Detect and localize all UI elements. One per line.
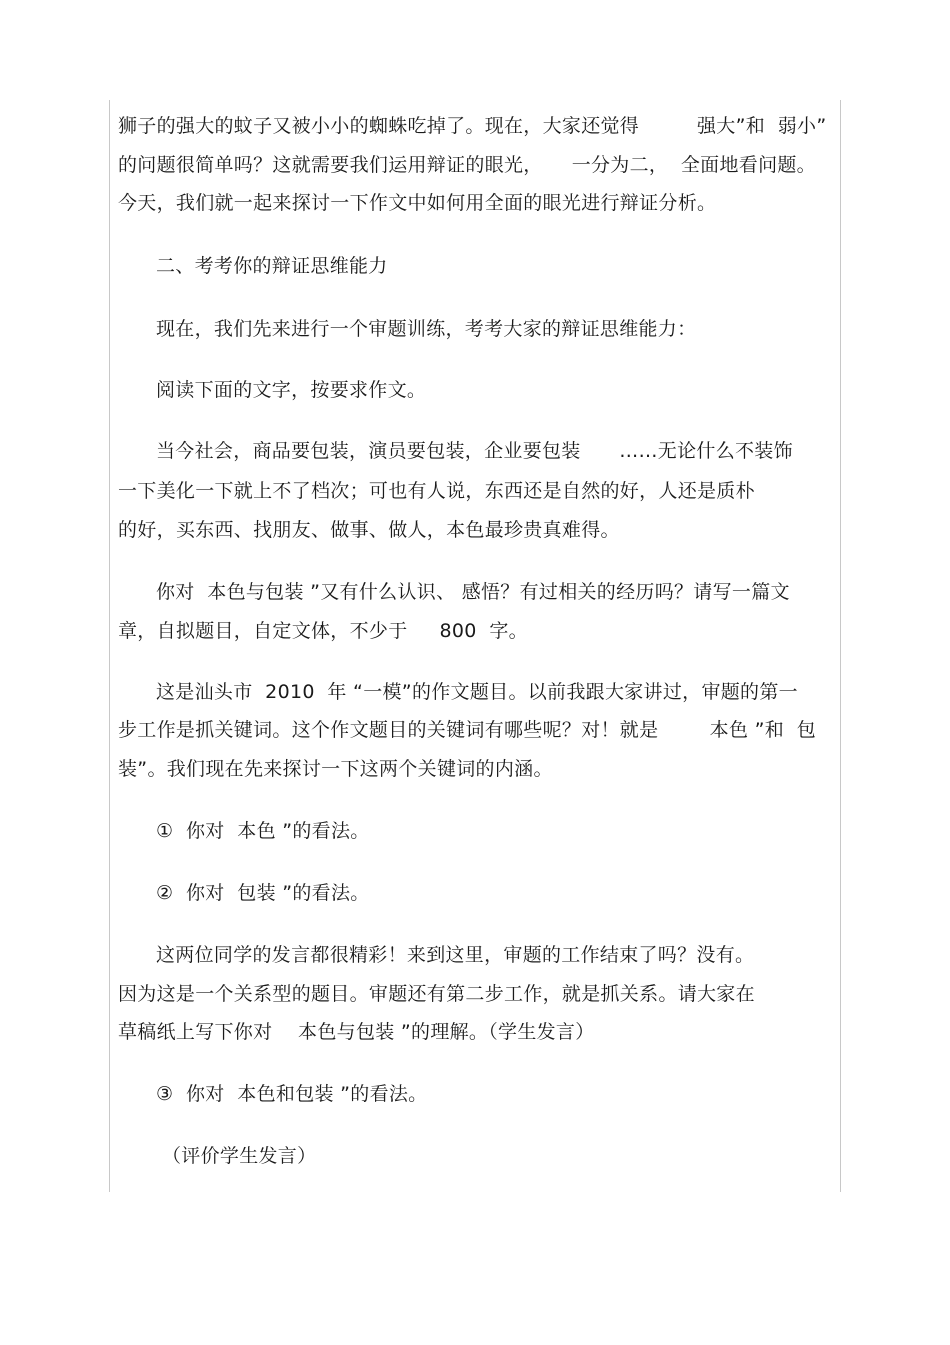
page-border-left <box>109 100 110 1192</box>
text-line: （评价学生发言） <box>162 1145 317 1167</box>
text-line: 章，自拟题目，自定文体，不少于 800 字。 <box>118 620 528 642</box>
list-item: ① 你对 本色 ”的看法。 <box>156 820 370 842</box>
text-line: 一下美化一下就上不了档次；可也有人说，东西还是自然的好，人还是质朴 <box>118 480 755 502</box>
text-line: 步工作是抓关键词。这个作文题目的关键词有哪些呢？对！就是 本色 ”和 包 <box>118 719 817 741</box>
text-line: 今天，我们就一起来探讨一下作文中如何用全面的眼光进行辩证分析。 <box>118 192 717 214</box>
text-line: 草稿纸上写下你对 本色与包装 ”的理解。（学生发言） <box>118 1021 595 1043</box>
section-heading: 二、考考你的辩证思维能力 <box>156 255 388 277</box>
list-item: ③ 你对 本色和包装 ”的看法。 <box>156 1083 428 1105</box>
text-line: 阅读下面的文字，按要求作文。 <box>156 379 427 401</box>
text-line: 这两位同学的发言都很精彩！来到这里，审题的工作结束了吗？没有。 <box>156 944 755 966</box>
text-line: 的问题很简单吗？这就需要我们运用辩证的眼光， 一分为二， 全面地看问题。 <box>118 154 816 176</box>
text-line: 的好，买东西、找朋友、做事、做人，本色最珍贵真难得。 <box>118 519 620 541</box>
text-line: 现在，我们先来进行一个审题训练，考考大家的辩证思维能力： <box>156 318 697 340</box>
text-line: 这是汕头市 2010 年 “一模”的作文题目。以前我跟大家讲过，审题的第一 <box>156 681 798 703</box>
page-border-right <box>840 100 841 1192</box>
text-line: 装”。我们现在先来探讨一下这两个关键词的内涵。 <box>118 758 553 780</box>
text-line: 你对 本色与包装 ”又有什么认识、 感悟？有过相关的经历吗？请写一篇文 <box>156 581 790 603</box>
list-item: ② 你对 包装 ”的看法。 <box>156 882 370 904</box>
text-line: 当今社会，商品要包装，演员要包装，企业要包装 ……无论什么不装饰 <box>156 440 793 462</box>
text-line: 狮子的强大的蚊子又被小小的蜘蛛吃掉了。现在，大家还觉得 强大”和 弱小” <box>118 115 827 137</box>
text-line: 因为这是一个关系型的题目。审题还有第二步工作，就是抓关系。请大家在 <box>118 983 755 1005</box>
